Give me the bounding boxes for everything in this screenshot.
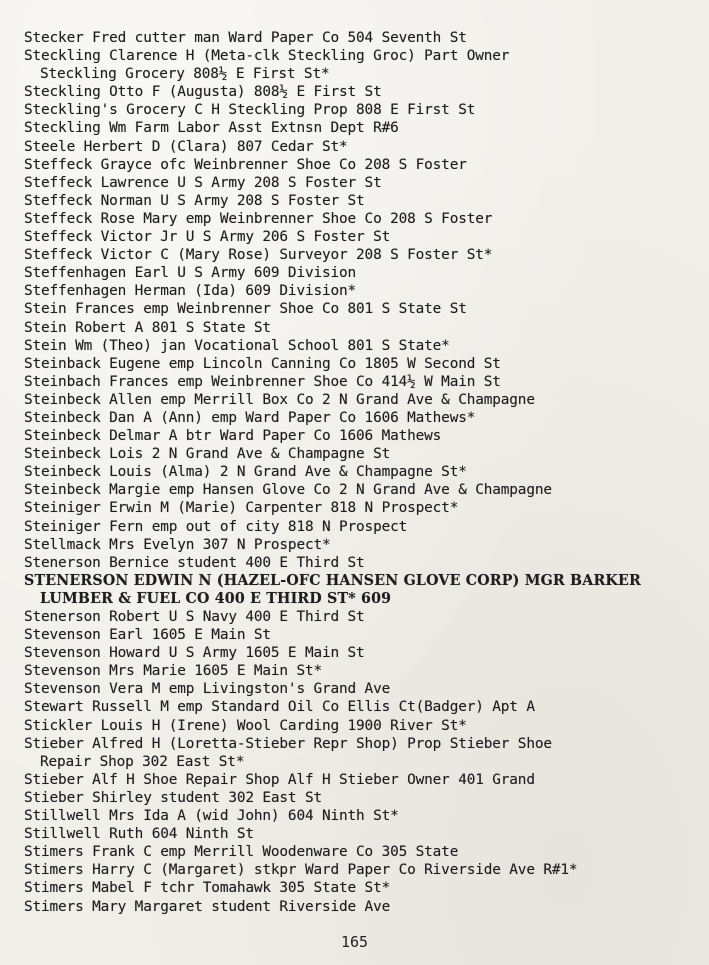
directory-line: Stevenson Vera M emp Livingston's Grand Ave <box>24 681 391 698</box>
directory-line: Steckling Wm Farm Labor Asst Extnsn Dept R#6 <box>24 120 399 137</box>
directory-line: Stevenson Earl 1605 E Main St <box>24 627 271 644</box>
directory-line: Stillwell Mrs Ida A (wid John) 604 Ninth St* <box>24 808 399 825</box>
directory-line: Stimers Mary Margaret student Riverside Ave <box>24 898 391 915</box>
directory-line: Steffeck Victor Jr U S Army 206 S Foster St <box>24 229 391 246</box>
directory-line: Stieber Alfred H (Loretta-Stieber Repr Shop) Prop Stieber Shoe <box>24 735 552 752</box>
directory-line: Stenerson Robert U S Navy 400 E Third St <box>24 609 365 625</box>
directory-line: Stewart Russell M emp Standard Oil Co Ellis Ct(Badger) Apt A <box>24 699 535 716</box>
directory-line: Steinbeck Delmar A btr Ward Paper Co 1606 Mathews <box>24 428 442 445</box>
directory-line: Stevenson Mrs Marie 1605 E Main St* <box>24 663 322 680</box>
directory-line: Steinbeck Louis (Alma) 2 N Grand Ave & Champagne St* <box>24 464 467 481</box>
directory-line: Steffeck Norman U S Army 208 S Foster St <box>24 192 365 209</box>
directory-line: Stellmack Mrs Evelyn 307 N Prospect* <box>24 536 331 553</box>
directory-line: Stenerson Bernice student 400 E Third St <box>24 554 365 571</box>
directory-line: Stickler Louis H (Irene) Wool Carding 1900 River St* <box>24 717 467 734</box>
directory-line: Stimers Frank C emp Merrill Woodenware Co 305 State <box>24 844 459 861</box>
directory-line: Steffenhagen Herman (Ida) 609 Division* <box>24 283 357 300</box>
directory-line: Stimers Harry C (Margaret) stkpr Ward Paper Co Riverside Ave R#1* <box>24 862 578 879</box>
directory-line: Steinbeck Margie emp Hansen Glove Co 2 N Grand Ave & Champagne <box>24 482 552 499</box>
directory-line: Stillwell Ruth 604 Ninth St <box>24 826 254 843</box>
directory-line: Steffeck Rose Mary emp Weinbrenner Shoe Co 208 S Foster <box>24 210 493 227</box>
directory-line: Steinbeck Allen emp Merrill Box Co 2 N Grand Ave & Champagne <box>24 391 535 408</box>
directory-line: Stein Frances emp Weinbrenner Shoe Co 801 S State St <box>24 301 467 318</box>
page-number: 165 <box>340 933 369 951</box>
directory-line: Steckling's Grocery C H Steckling Prop 808 E First St <box>24 102 476 119</box>
directory-line: Steinbeck Dan A (Ann) emp Ward Paper Co 1606 Mathews* <box>24 409 476 426</box>
directory-line: Steffeck Grayce ofc Weinbrenner Shoe Co 208 S Foster <box>24 156 467 173</box>
directory-line: Stecker Fred cutter man Ward Paper Co 504 Seventh St <box>24 30 467 46</box>
directory-line: STENERSON EDWIN N (HAZEL-OFC HANSEN GLOVE CORP) MGR BARKER <box>24 572 641 590</box>
directory-line: Steele Herbert D (Clara) 807 Cedar St* <box>24 138 348 155</box>
directory-line: Steinback Eugene emp Lincoln Canning Co 1805 W Second St <box>24 355 501 372</box>
directory-line: Steckling Otto F (Augusta) 808½ E First St <box>24 84 382 101</box>
directory-line: Stein Wm (Theo) jan Vocational School 801 S State* <box>24 337 450 354</box>
directory-line: Stieber Shirley student 302 East St <box>24 789 322 806</box>
directory-line: Steiniger Fern emp out of city 818 N Prospect <box>24 518 408 535</box>
directory-line: Steckling Clarence H (Meta-clk Steckling Groc) Part Owner <box>24 48 510 65</box>
directory-line: Stein Robert A 801 S State St <box>24 319 271 336</box>
directory-line: Stevenson Howard U S Army 1605 E Main St <box>24 645 365 662</box>
directory-line: Stieber Alf H Shoe Repair Shop Alf H Stieber Owner 401 Grand <box>24 771 535 788</box>
directory-line: Steinbach Frances emp Weinbrenner Shoe Co 414½ W Main St <box>24 373 501 390</box>
directory-line: Steffeck Lawrence U S Army 208 S Foster St <box>24 174 382 191</box>
directory-entries <box>24 29 694 916</box>
directory-line: Steinbeck Lois 2 N Grand Ave & Champagne St <box>24 446 391 463</box>
directory-line: Repair Shop 302 East St* <box>40 753 245 770</box>
directory-line: Steffenhagen Earl U S Army 609 Division <box>24 265 357 282</box>
directory-line: LUMBER & FUEL CO 400 E THIRD ST* 609 <box>40 590 392 608</box>
directory-line: Steiniger Erwin M (Marie) Carpenter 818 N Prospect* <box>24 500 459 517</box>
directory-line: Stimers Mabel F tchr Tomahawk 305 State St* <box>24 880 391 897</box>
directory-line: Steckling Grocery 808½ E First St* <box>40 66 330 83</box>
directory-line: Steffeck Victor C (Mary Rose) Surveyor 208 S Foster St* <box>24 247 493 264</box>
